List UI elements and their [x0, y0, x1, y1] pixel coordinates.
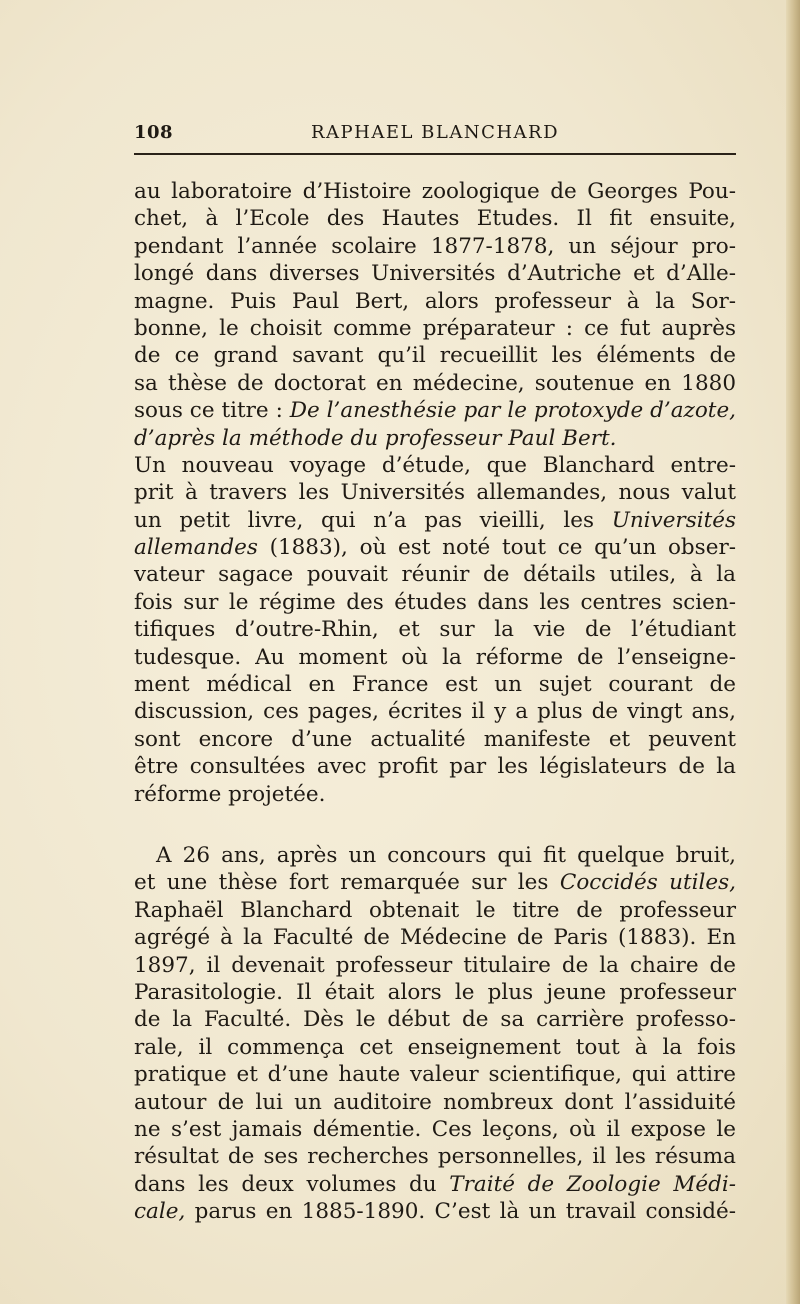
text-line: résultat de ses recherches personnelles, il les résuma: [134, 1144, 736, 1170]
text-line: Parasitologie. Il était alors le plus jeune professeur: [134, 979, 736, 1005]
body-text: [134, 178, 736, 1225]
text-line: réforme projetée.: [134, 781, 326, 807]
text-line: tudesque. Au moment où la réforme de l’enseigne-: [134, 644, 736, 670]
text-line: ment médical en France est un sujet courant de: [134, 672, 736, 698]
text-line: pratique et d’une haute valeur scientifique, qui attire: [134, 1062, 736, 1088]
text-line: [134, 534, 736, 561]
text-segment: parus en 1885-1890. C’est là un travail considé-: [194, 1199, 736, 1225]
text-line: au laboratoire d’Histoire zoologique de Georges Pou-: [134, 179, 736, 204]
text-line: être consultées avec profit par les législateurs de la: [134, 754, 736, 780]
text-line: sont encore d’une actualité manifeste et peuvent: [134, 726, 736, 752]
text-segment: un petit livre, qui n’a pas vieilli, les: [134, 507, 595, 533]
text-line: sa thèse de doctorat en médecine, soutenue en 1880: [134, 370, 736, 396]
text-line: A 26 ans, après un concours qui fit quelque bruit,: [156, 842, 736, 868]
text-line: de ce grand savant qu’il recueillit les éléments de: [134, 343, 736, 369]
text-line: [134, 869, 736, 896]
text-line: ne s’est jamais démentie. Ces leçons, où il expose le: [134, 1116, 736, 1142]
text-line: [134, 397, 736, 424]
text-segment: sous ce titre :: [134, 398, 283, 424]
text-line: prit à travers les Universités allemandes, nous valut: [134, 480, 736, 506]
treatise-title-cont: cale,: [134, 1199, 186, 1225]
text-line: [134, 1171, 736, 1198]
text-segment: et une thèse fort remarquée sur les: [134, 870, 549, 896]
text-line: [134, 507, 736, 534]
text-line: fois sur le régime des études dans les centres scien-: [134, 589, 736, 615]
paragraph-gap: [134, 808, 736, 842]
text-line: longé dans diverses Universités d’Autriche et d’Alle-: [134, 261, 736, 287]
running-header: [134, 118, 736, 150]
text-line: Un nouveau voyage d’étude, que Blanchard entre-: [134, 452, 736, 478]
thesis-subject: Coccidés utiles,: [559, 870, 737, 896]
text-line: discussion, ces pages, écrites il y a plus de vingt ans,: [134, 699, 736, 725]
text-segment: dans les deux volumes du: [134, 1171, 437, 1197]
text-line: 1897, il devenait professeur titulaire de la chaire de: [134, 952, 736, 978]
text-line: chet, à l’Ecole des Hautes Etudes. Il fit ensuite,: [134, 206, 736, 232]
book-title-cont: allemandes: [134, 535, 258, 561]
text-line: agrégé à la Faculté de Médecine de Paris (1883). En: [134, 925, 736, 951]
running-title: RAPHAEL BLANCHARD: [310, 122, 560, 143]
text-line: autour de lui un auditoire nombreux dont l’assiduité: [134, 1089, 736, 1115]
header-rule: [134, 153, 736, 155]
book-title: Universités: [611, 507, 736, 533]
page-number: 108: [134, 122, 174, 143]
text-line: Raphaël Blanchard obtenait le titre de professeur: [134, 897, 736, 923]
text-line: de la Faculté. Dès le début de sa carrière professo-: [134, 1007, 736, 1033]
treatise-title: Traité de Zoologie Médi-: [449, 1171, 736, 1197]
text-line: bonne, le choisit comme préparateur : ce fut auprès: [134, 315, 736, 341]
text-line: magne. Puis Paul Bert, alors professeur à la Sor-: [134, 288, 736, 314]
thesis-title-cont: d’après la méthode du professeur Paul Bert.: [134, 425, 617, 451]
text-line: [134, 1198, 736, 1225]
text-line: rale, il commença cet enseignement tout à la fois: [134, 1034, 736, 1060]
thesis-title: De l’anesthésie par le protoxyde d’azote,: [289, 398, 736, 424]
page-edge-shadow: [786, 0, 800, 1304]
text-line: vateur sagace pouvait réunir de détails utiles, à la: [134, 562, 736, 588]
text-segment: (1883), où est noté tout ce qu’un obser-: [269, 535, 736, 561]
text-line: [134, 425, 736, 452]
text-line: tifiques d’outre-Rhin, et sur la vie de l’étudiant: [134, 617, 736, 643]
text-line: pendant l’année scolaire 1877-1878, un séjour pro-: [134, 233, 736, 259]
